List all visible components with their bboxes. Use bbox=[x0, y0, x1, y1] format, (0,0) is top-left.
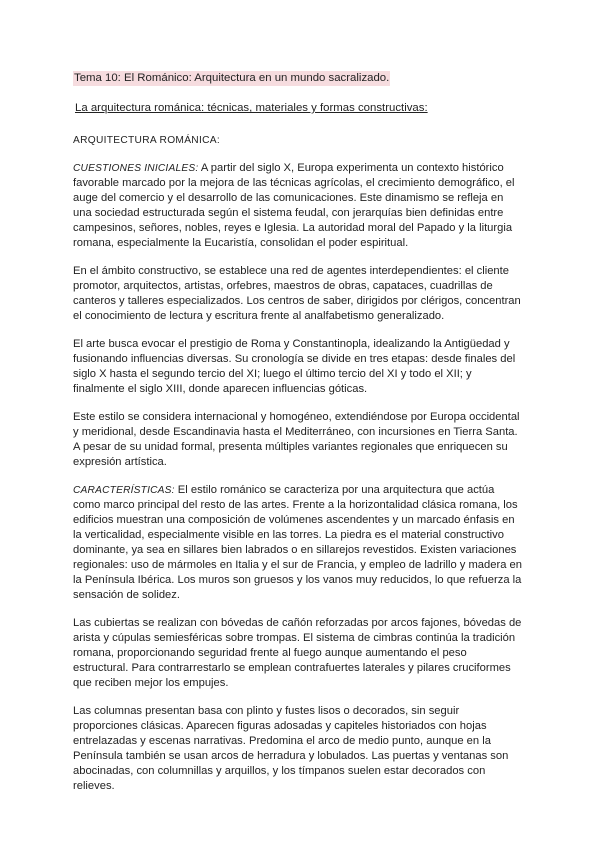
paragraph-lead: CARACTERÍSTICAS: bbox=[73, 485, 175, 496]
paragraph-text: Este estilo se considera internacional y homogéneo, extendiéndose por Europa occidental y meridional, desde Escandinavia hasta el Mediterráneo, con incursiones en Tierra Santa. A pesar de su unidad formal, presenta múltiples variantes regionales que enriquecen su expresión artística. bbox=[73, 411, 520, 468]
section-heading: ARQUITECTURA ROMÁNICA: bbox=[73, 135, 220, 146]
paragraph-text: A partir del siglo X, Europa experimenta un contexto histórico favorable marcado por la mejora de las técnicas agrícolas, el crecimiento demográfico, el auge del comercio y el desarrollo de las comunicaciones. Este dinamismo se refleja en una sociedad estructurada según el sistema feudal, con jerarquías bien definidas entre campesinos, señores, nobles, reyes e Iglesia. La autoridad moral del Papado y la liturgia romana, especialmente la Eucaristía, consolidan el poder espiritual. bbox=[73, 162, 515, 249]
paragraph-lead: CUESTIONES INICIALES: bbox=[73, 163, 199, 174]
paragraph-text: El arte busca evocar el prestigio de Roma y Constantinopla, idealizando la Antigüedad y fusionando influencias diversas. Su cronología se divide en tres etapas: desde finales del siglo X hasta el segundo tercio del XI; luego el último tercio del XI y todo el XII; y finalmente el siglo XIII, donde aparecen influencias góticas. bbox=[73, 338, 516, 395]
paragraph-text: Las columnas presentan basa con plinto y fustes lisos o decorados, sin seguir proporciones clásicas. Aparecen figuras adosadas y capiteles historiados con hojas entrelazadas y escenas narrativas. Predomina el arco de medio punto, aunque en la Península también se usan arcos de herradura y lobulados. Las puertas y ventanas son abocinadas, con columnillas y arquillos, y los tímpanos suelen estar decorados con relieves. bbox=[73, 705, 509, 792]
paragraph-cubiertas bbox=[73, 616, 523, 691]
paragraph-cronologia bbox=[73, 337, 523, 397]
paragraph-ambito-constructivo bbox=[73, 264, 523, 324]
document-title: Tema 10: El Románico: Arquitectura en un mundo sacralizado. bbox=[74, 72, 390, 84]
paragraph-caracteristicas bbox=[73, 483, 523, 603]
paragraph-estilo-internacional bbox=[73, 410, 523, 470]
document-body bbox=[73, 71, 523, 794]
document-subtitle: La arquitectura románica: técnicas, materiales y formas constructivas: bbox=[75, 102, 428, 114]
paragraph-text: Las cubiertas se realizan con bóvedas de cañón reforzadas por arcos fajones, bóvedas de arista y cúpulas semiesféricas sobre trompas. El sistema de cimbras continúa la tradición romana, proporcionando seguridad frente al fuego aunque aumentando el peso estructural. Para contrarrestarlo se emplean contrafuertes laterales y pilares cruciformes que reciben mejor los empujes. bbox=[73, 617, 522, 689]
title-line bbox=[73, 71, 523, 86]
paragraph-text: En el ámbito constructivo, se establece una red de agentes interdependientes: el cliente promotor, arquitectos, artistas, orfebres, maestros de obras, capataces, cuadrillas de canteros y talleres especializados. Los centros de saber, dirigidos por clérigos, concentran el conocimiento de lectura y escritura frente al analfabetismo generalizado. bbox=[73, 265, 521, 322]
paragraph-text: El estilo románico se caracteriza por una arquitectura que actúa como marco principal del resto de las artes. Frente a la horizontalidad clásica romana, los edificios muestran una composición de volúmenes ascendentes y un marcado énfasis en la verticalidad, especialmente visible en las torres. La piedra es el material constructivo dominante, ya sea en sillares bien labrados o en sillarejos revestidos. Existen variaciones regionales: uso de mármoles en Italia y el sur de Francia, y empleo de ladrillo y madera en la Península Ibérica. Los muros son gruesos y los vanos muy reducidos, lo que refuerza la sensación de solidez. bbox=[73, 484, 522, 601]
paragraph-columnas bbox=[73, 704, 523, 794]
paragraph-cuestiones-iniciales bbox=[73, 161, 523, 251]
